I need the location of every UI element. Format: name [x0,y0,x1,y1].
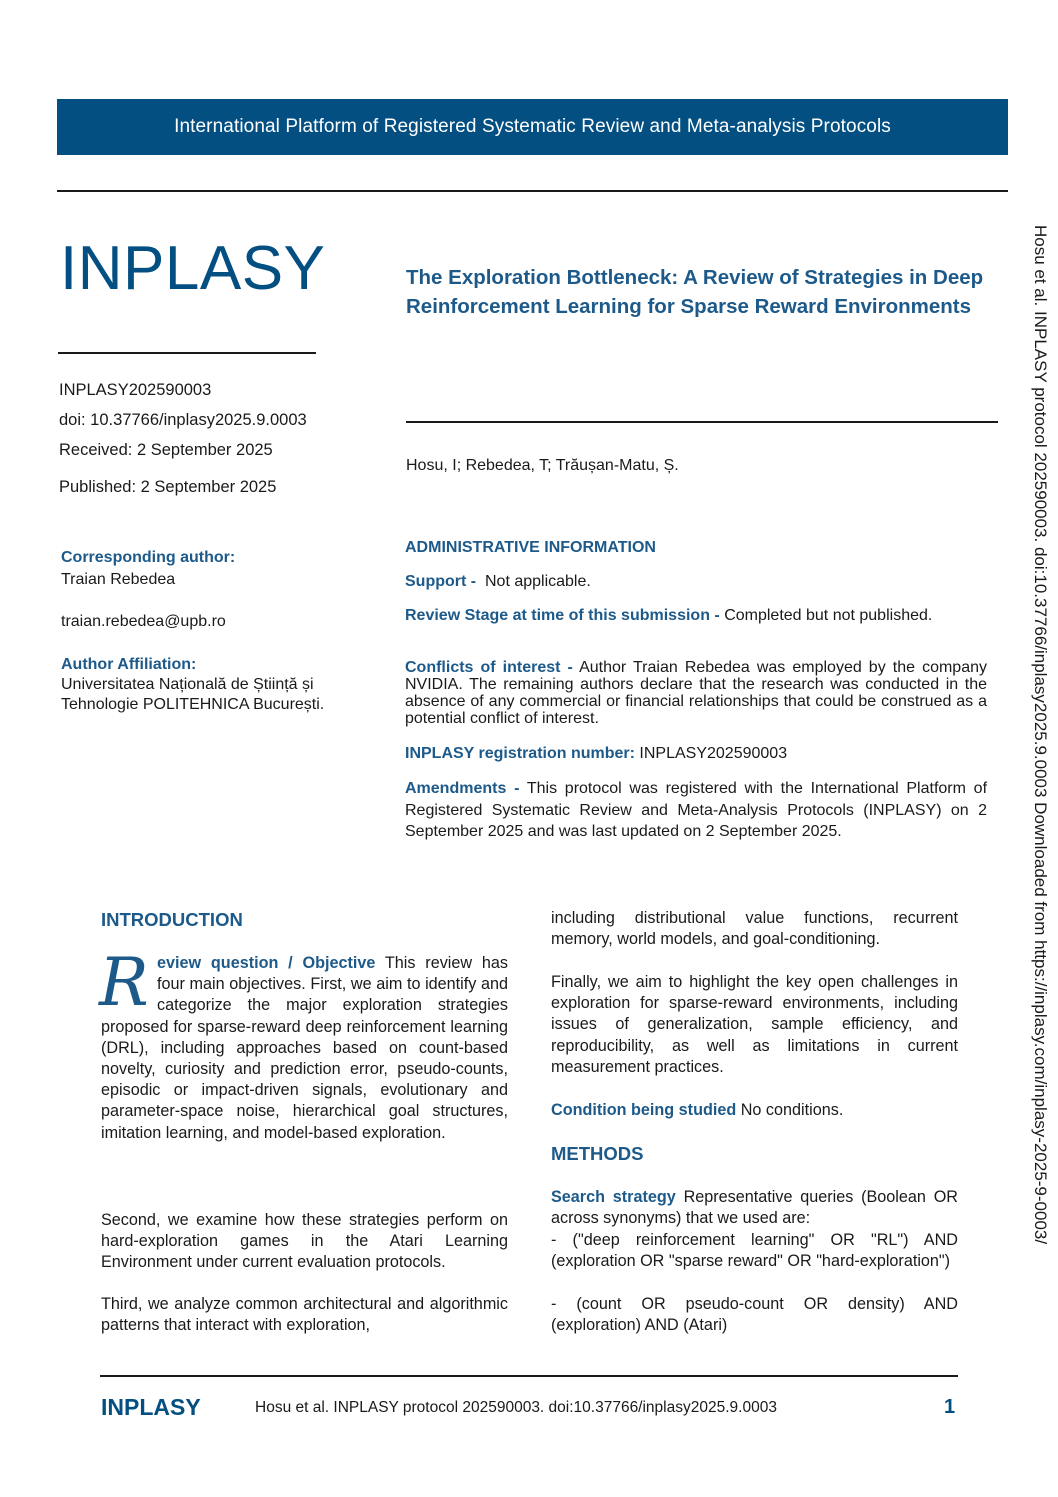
admin-heading-text: ADMINISTRATIVE INFORMATION [405,539,656,556]
footer-rule [100,1375,958,1377]
corresponding-author-email[interactable]: traian.rebedea@upb.ro [61,613,226,630]
page-number: 1 [944,1396,956,1418]
drop-cap-spacer [101,953,157,1013]
registration-label: INPLASY registration number: [405,745,635,762]
received-date: Received: 2 September 2025 [59,441,273,459]
header-banner [57,99,1008,155]
admin-heading [405,539,987,556]
drop-cap: R [99,944,149,1021]
admin-conflicts [405,659,987,727]
methods-heading: METHODS [551,1143,644,1164]
affiliation-heading: Author Affiliation: [61,656,197,673]
registration-id: INPLASY202590003 [59,381,212,399]
intro-paragraph-3: Third, we analyze common architectural and algorithmic patterns that interact with exploration, [101,1295,508,1335]
admin-registration [405,745,987,762]
paper-title: The Exploration Bottleneck: A Review of Strategies in Deep Reinforcement Learning for Sparse Reward Environments [406,266,984,318]
search-strategy-label: Search strategy [551,1188,676,1206]
corresponding-author-heading: Corresponding author: [61,549,236,566]
intro-paragraph-2: Second, we examine how these strategies perform on hard-exploration games in the Atari Learning Environment under current evaluation protocols. [101,1211,508,1272]
corresponding-author-name: Traian Rebedea [61,571,176,588]
title-rule [406,421,998,423]
header-rule [57,190,1008,192]
vertical-citation: Hosu et al. INPLASY protocol 202590003. doi:10.37766/inplasy2025.9.0003 Downloaded from https://inplasy.com/inplasy-2025-9-0003/ [1031,225,1050,1245]
admin-support [405,573,987,590]
amendments-text: This protocol was registered with the International Platform of Registered Systematic Review and Meta-Analysis Protocols (INPLASY) on 2 September 2025 and was last updated on 2 September 2025. [405,780,988,840]
search-query-1: - ("deep reinforcement learning" OR "RL") AND (exploration OR "sparse reward" OR "hard-exploration") [551,1231,958,1271]
amendments-label: Amendments - [405,780,520,797]
corresponding-author-block [61,548,235,632]
published-date: Published: 2 September 2025 [59,478,277,496]
search-strategy-text: Representative queries (Boolean OR across synonyms) that we used are: [551,1188,958,1228]
affiliation-line-1: Universitatea Națională de Știință și [61,676,314,693]
condition-label: Condition being studied [551,1101,737,1119]
stage-label: Review Stage at time of this submission - [405,607,720,624]
doi: doi: 10.37766/inplasy2025.9.0003 [59,411,307,429]
conflicts-label: Conflicts of interest - [405,659,573,676]
review-question-label: eview question / Objective [157,954,376,972]
authors: Hosu, I; Rebedea, T; Trăușan-Matu, Ș. [406,457,679,474]
condition-text: No conditions. [740,1101,844,1119]
footer-logo: INPLASY [101,1394,201,1420]
introduction-heading: INTRODUCTION [101,909,243,930]
admin-review-stage [405,607,987,624]
affiliation-line-2: Tehnologie POLITEHNICA București. [61,696,325,713]
condition-paragraph [551,1100,958,1121]
support-label: Support - [405,573,477,590]
stage-text: Completed but not published. [724,607,933,624]
search-query-2: - (count OR pseudo-count OR density) AND (exploration) AND (Atari) [551,1295,958,1335]
review-question-text: This review has four main objectives. First, we aim to identify and categorize the major exploration strategies proposed for sparse-reward deep reinforcement learning (DRL), including approaches based on count-based novelty, curiosity and prediction error, pseudo-counts, episodic or impact-driven signals, evolutionary and parameter-space noise, hierarchical goal structures, imitation learning, and model-based exploration. [101,954,508,1142]
right-paragraph-2: Finally, we aim to highlight the key open challenges in exploration for sparse-reward environments, including issues of generalization, sample efficiency, and reproducibility, as well as limitations in current measurement practices. [551,973,958,1076]
conflicts-text: Author Traian Rebedea was employed by the company NVIDIA. The remaining authors declare that the research was conducted in the absence of any commercial or financial relationships that could be construed as a potential conflict of interest. [405,659,988,727]
inplasy-logo: INPLASY [60,234,326,303]
support-text: Not applicable. [484,573,591,590]
banner-text: International Platform of Registered Systematic Review and Meta-analysis Protocols [174,116,891,137]
search-strategy-paragraph [551,1187,958,1229]
footer-citation: Hosu et al. INPLASY protocol 202590003. doi:10.37766/inplasy2025.9.0003 [255,1399,777,1416]
review-question-paragraph [101,953,508,1144]
affiliation-block [61,655,324,715]
logo-rule [58,352,316,354]
right-paragraph-1: including distributional value functions, recurrent memory, world models, and goal-conditioning. [551,909,958,949]
registration-text: INPLASY202590003 [639,745,788,762]
admin-amendments [405,778,987,843]
